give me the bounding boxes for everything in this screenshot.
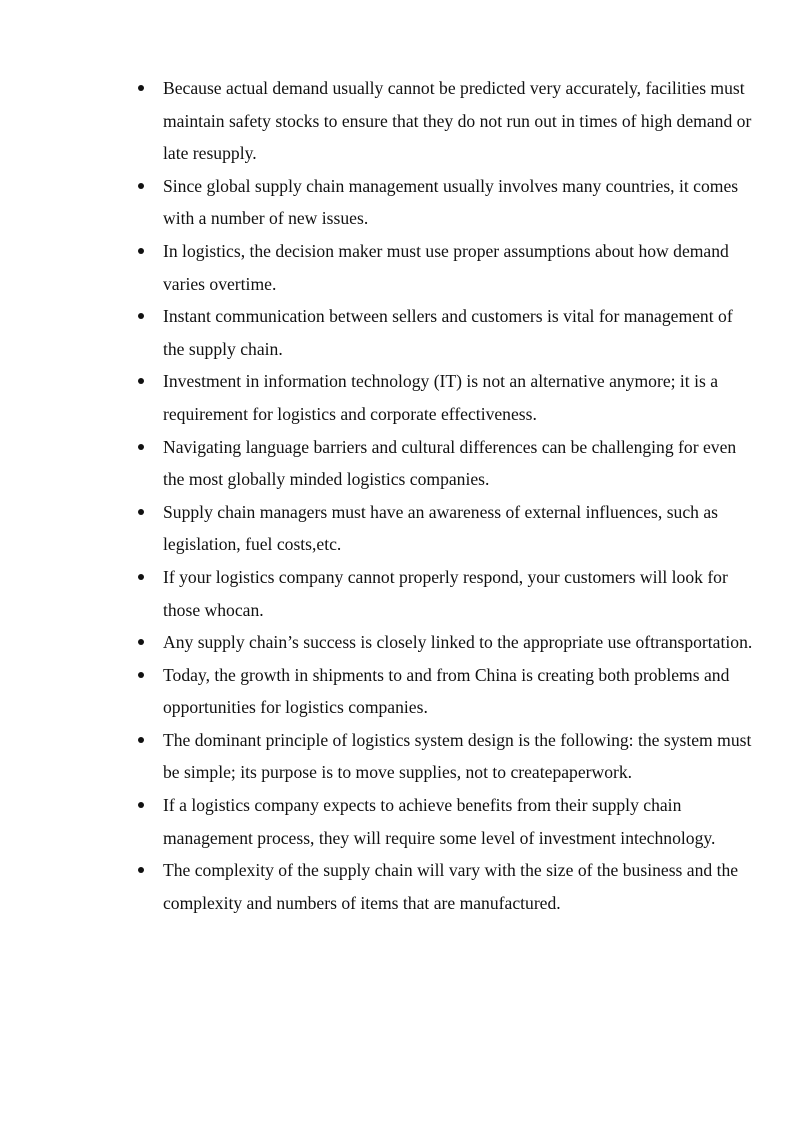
bullet-icon [138, 183, 144, 189]
bullet-icon [138, 737, 144, 743]
bullet-item [136, 235, 756, 300]
bullet-item [136, 854, 756, 919]
bullet-text: Navigating language barriers and cultural differences can be challenging for even the most globally minded logistics companies. [163, 436, 737, 490]
bullet-text: Any supply chain’s success is closely linked to the appropriate use oftransportation. [163, 632, 753, 653]
bullet-list [136, 72, 756, 919]
bullet-icon [138, 313, 144, 319]
bullet-item [136, 300, 756, 365]
bullet-item [136, 72, 756, 170]
bullet-text: Because actual demand usually cannot be predicted very accurately, facilities must maintain safety stocks to ensure that they do not run out in times of high demand or late resupply. [163, 78, 752, 164]
bullet-item [136, 170, 756, 235]
bullet-text: Investment in information technology (IT) is not an alternative anymore; it is a requirement for logistics and corporate effectiveness. [163, 371, 719, 424]
bullet-item [136, 659, 756, 724]
bullet-text: In logistics, the decision maker must use proper assumptions about how demand varies overtime. [163, 240, 729, 294]
bullet-text: The dominant principle of logistics system design is the following: the system must be simple; its purpose is to move supplies, not to createpaperwork. [163, 729, 752, 783]
bullet-icon [138, 85, 144, 91]
bullet-icon [138, 509, 144, 515]
bullet-icon [138, 444, 144, 450]
bullet-item [136, 561, 756, 626]
bullet-text: If a logistics company expects to achieve benefits from their supply chain management process, they will require some level of investment intechnology. [163, 795, 716, 848]
bullet-text: Instant communication between sellers and customers is vital for management of the supply chain. [163, 306, 733, 359]
bullet-item [136, 431, 756, 496]
bullet-icon [138, 867, 144, 873]
bullet-text: Today, the growth in shipments to and from China is creating both problems and opportunities for logistics companies. [163, 664, 730, 718]
bullet-text: If your logistics company cannot properly respond, your customers will look for those whocan. [163, 566, 728, 620]
bullet-item [136, 724, 756, 789]
bullet-item [136, 365, 756, 430]
bullet-item [136, 626, 756, 659]
bullet-icon [138, 672, 144, 678]
bullet-text: Since global supply chain management usually involves many countries, it comes with a number of new issues. [163, 175, 739, 229]
bullet-item [136, 789, 756, 854]
bullet-icon [138, 248, 144, 254]
bullet-icon [138, 639, 144, 645]
bullet-icon [138, 802, 144, 808]
bullet-item [136, 496, 756, 561]
bullet-icon [138, 574, 144, 580]
bullet-text: Supply chain managers must have an awareness of external influences, such as legislation, fuel costs,etc. [163, 501, 718, 555]
bullet-text: The complexity of the supply chain will vary with the size of the business and the complexity and numbers of items that are manufactured. [163, 860, 739, 913]
bullet-icon [138, 378, 144, 384]
